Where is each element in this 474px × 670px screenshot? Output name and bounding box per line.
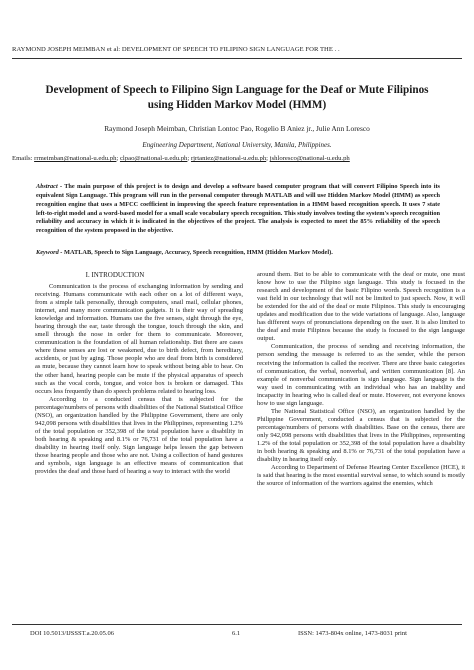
left-column xyxy=(35,283,243,476)
email-list: Emails: rrmeimban@national-u.edu.ph; clpao@national-u.edu.ph; rjrtaniez@national-u.edu.ph; jshloresco@national-u.edu.ph xyxy=(12,155,350,162)
abstract-label: Abstract - xyxy=(36,183,63,190)
affiliation: Engineering Department, National University, Manila, Philippines. xyxy=(142,141,332,149)
paragraph: Communication is the process of exchanging information by sending and receiving. Humans communicate with each other on a lot of different ways, from a simple talk personally, through computers, snail mail, cellular phones, internet, and many more communication gadgets. It is their way of spreading knowledge and information. Humans use the five senses, sight through the eye, hearing through the ear, taste through the tongue, touch through the skin, and smell through the nose in order for them to communicate. Moreover, communication is the foundation of all human relationship. But there are cases where these senses are lost or weakened, due to birth defect, from hereditary, accidents, or just by aging. Those people who are deaf from birth is considered as mute, because they cannot learn how to speak without being able to hear. On the other hand, hearing people can be mute if the physical apparatus of speech such as the vocal cords, tongue, and voice box is broken or damaged. This occurs less frequently than do speech problems related to hearing loss. xyxy=(35,283,243,395)
abstract-text: The main purpose of this project is to design and develop a software based computer program that will convert Filipino Speech into its equivalent Sign Language. This program will run in the personal computer through MATLAB and will use Hidden Markov Model (HMM) as speech recognition engine that uses a MFCC coefficient in improving the speech feature representation in a HMM based recognition speech. It uses 7 state left-to-right model and a word-based model for a small scale vocabulary speech recognition. This study involves testing the system's speech recognition reliability and accuracy in which it is indicated in the objectives of the project. The analysis is expected to meet the 85% reliability of the speech recognition of the system proposed in the objective. xyxy=(36,183,440,235)
emails-label: Emails: xyxy=(12,155,33,162)
email-link[interactable]: rrmeimban@national-u.edu.ph xyxy=(34,155,117,162)
keywords-text: MATLAB, Speech to Sign Language, Accuracy, Speech recognition, HMM (Hidden Markov Model). xyxy=(64,249,333,256)
abstract xyxy=(36,183,440,236)
footer-issn: ISSN: 1473-804x online, 1473-8031 print xyxy=(298,630,407,637)
footer-page-number: 6.1 xyxy=(232,630,241,637)
email-link[interactable]: clpao@national-u.edu.ph xyxy=(119,155,188,162)
email-link[interactable]: jshloresco@national-u.edu.ph xyxy=(269,155,350,162)
author-list: Raymond Joseph Meimban, Christian Lontoc Pao, Rogelio B Aniez jr., Julie Ann Loresco xyxy=(104,124,370,133)
footer-doi: DOI 10.5013/IJSSST.a.20.05.06 xyxy=(30,630,115,637)
header-rule xyxy=(12,58,462,59)
running-header-text: RAYMOND JOSEPH MEIMBAN et al: DEVELOPMENT OF SPEECH TO FILIPINO SIGN LANGUAGE FOR THE . . xyxy=(12,46,340,53)
right-column xyxy=(257,271,465,488)
paragraph: The National Statistical Office (NSO), an organization handled by the Philippine Government, conducted a census that is subjected for the percentage/numbers of persons with disabilities. Base on the census, there are only 942,098 persons with disabilities that lives in the Philippines, representing 1.2% of the total population or 352,398 of the total population have a disability in both hearing & speaking and 8.1% or 76,731 of the total population have a disability in hearing itself only. xyxy=(257,407,465,464)
keywords xyxy=(36,249,440,256)
paper-title: Development of Speech to Filipino Sign Language for the Deaf or Mute Filipinos using Hidden Markov Model (HMM) xyxy=(45,84,429,111)
email-link[interactable]: rjrtaniez@national-u.edu.ph xyxy=(190,155,267,162)
footer-rule xyxy=(12,624,462,625)
keywords-label: Keyword - xyxy=(36,249,63,256)
paragraph: According to Department of Defense Hearing Center Excellence (HCE), it is said that hearing is the most essential survival sense, to which sound is mostly the source of information of the warriors against the enemies, which xyxy=(257,464,465,488)
paragraph: According to a conducted census that is subjected for the percentage/numbers of persons with disabilities of the National Statistical Office (NSO), an organization handled by the Philippine Government, there are only 942,098 persons with disabilities that lives in the Philippines, representing 1.2% of the total population or 352,398 of the total population have a disability in both hearing & speaking and 8.1% or 76,731 of the total population have a disability in hearing itself only. Sign language helps lessen the gap between those hearing people and those who are not. Using a collection of hand gestures and symbols, sign language is an effective means of communication that provides the deaf and those hard of hearing a way to interact with the world xyxy=(35,395,243,476)
paragraph: Communication, the process of sending and receiving information, the person sending the message is referred to as the sender, while the person receiving the information is called the receiver. There are three basic categories of communication, the verbal, nonverbal, and written communication [8]. An example of nonverbal communication is sign language. Sign language is the way used in communicating with an individual who has an inability and incapacity in hearing who is called deaf or mute. However, not everyone knows how to use sign language. xyxy=(257,343,465,407)
paragraph: around them. But to be able to communicate with the deaf or mute, one must know how to use the Filipino sign language. This study is focused in the research and development of the basic Filipino words. Speech recognition is a vast field in our technology that will not be limited to just speech. Now, it will be extended for the aid of the deaf or mute Filipinos. This study is encouraging updates and modification due to the wide variations of language. Also, language has different ways of pronunciations depending on the user. It is also limited to the deaf and mute Filipinos because the study is focused to the sign language output. xyxy=(257,271,465,343)
section-heading: I. INTRODUCTION xyxy=(85,271,145,279)
running-header xyxy=(12,46,462,53)
